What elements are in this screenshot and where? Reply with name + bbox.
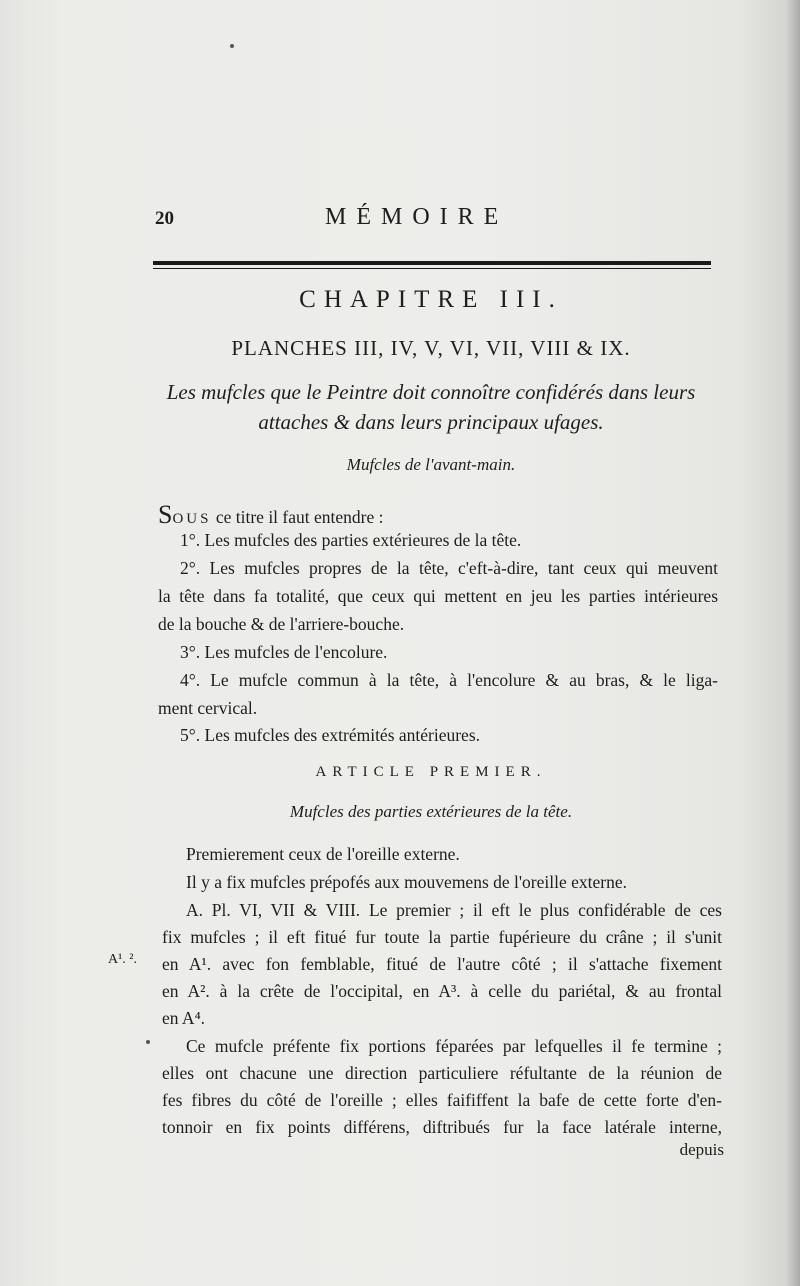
body-line: A. Pl. VI, VII & VIII. Le premier ; il eft le plus confidérable de ces xyxy=(186,900,722,920)
running-head xyxy=(155,204,711,236)
header-rule-thin xyxy=(153,268,711,269)
chapter-heading-line-1: Les mufcles que le Peintre doit connoître confidérés dans leurs xyxy=(166,380,696,404)
list-line: 5°. Les mufcles des extrémités antérieures. xyxy=(180,725,481,745)
list-line: 1°. Les mufcles des parties extérieures de la tête. xyxy=(180,530,522,550)
body-line: Premierement ceux de l'oreille externe. xyxy=(186,844,460,864)
catchword: depuis xyxy=(679,1140,724,1159)
running-title: MÉMOIRE xyxy=(325,204,509,230)
list-line: 2°. Les mufcles propres de la tête, c'eft-à-dire, tant ceux qui meuvent xyxy=(180,558,718,578)
header-rule-thick xyxy=(153,261,711,265)
chapter-title: CHAPITRE III. xyxy=(299,286,563,313)
list-line: 4°. Le mufcle commun à la tête, à l'encolure & au bras, & le liga- xyxy=(180,670,718,690)
list-line: la tête dans fa totalité, que ceux qui mettent en jeu les parties intérieures xyxy=(158,586,718,606)
margin-note: A¹. ². xyxy=(108,952,138,967)
body-line: en A⁴. xyxy=(162,1008,206,1028)
intro-text: ce titre il faut entendre : xyxy=(211,507,384,527)
body-line: fix mufcles ; il eft fitué fur toute la partie fupérieure du crâne ; il s'unit xyxy=(162,927,722,947)
list-line: ment cervical. xyxy=(158,698,258,718)
ink-speck xyxy=(146,1040,150,1044)
drop-cap: S xyxy=(158,500,173,529)
page-number: 20 xyxy=(155,208,174,229)
list-line: 3°. Les mufcles de l'encolure. xyxy=(180,642,388,662)
intro-smallcaps: OUS xyxy=(172,511,212,527)
section-subheading: Mufcles de l'avant-main. xyxy=(346,455,516,474)
body-line: fes fibres du côté de l'oreille ; elles faififfent la bafe de cette forte d'en- xyxy=(162,1090,722,1110)
article-title: ARTICLE PREMIER. xyxy=(315,764,547,780)
body-line: tonnoir en fix points différens, diftribués fur la face latérale interne, xyxy=(162,1117,722,1137)
body-line: Il y a fix mufcles prépofés aux mouvemens de l'oreille externe. xyxy=(186,872,627,892)
body-line: en A¹. avec fon femblable, fitué de l'autre côté ; il s'attache fixement xyxy=(162,954,722,974)
plates-reference: PLANCHES III, IV, V, VI, VII, VIII & IX. xyxy=(231,336,631,360)
body-line: Ce mufcle préfente fix portions féparées par lefquelles il fe termine ; xyxy=(186,1036,722,1056)
intro-line xyxy=(158,500,384,530)
ink-speck xyxy=(230,44,234,48)
article-subtitle: Mufcles des parties extérieures de la tête. xyxy=(289,802,573,821)
list-line: de la bouche & de l'arriere-bouche. xyxy=(158,614,405,634)
page-fold-shadow xyxy=(786,0,800,1286)
body-line: en A². à la crête de l'occipital, en A³. à celle du pariétal, & au frontal xyxy=(162,981,722,1001)
chapter-heading-line-2: attaches & dans leurs principaux ufages. xyxy=(258,410,604,434)
body-line: elles ont chacune une direction particuliere réfultante de la réunion de xyxy=(162,1063,722,1083)
